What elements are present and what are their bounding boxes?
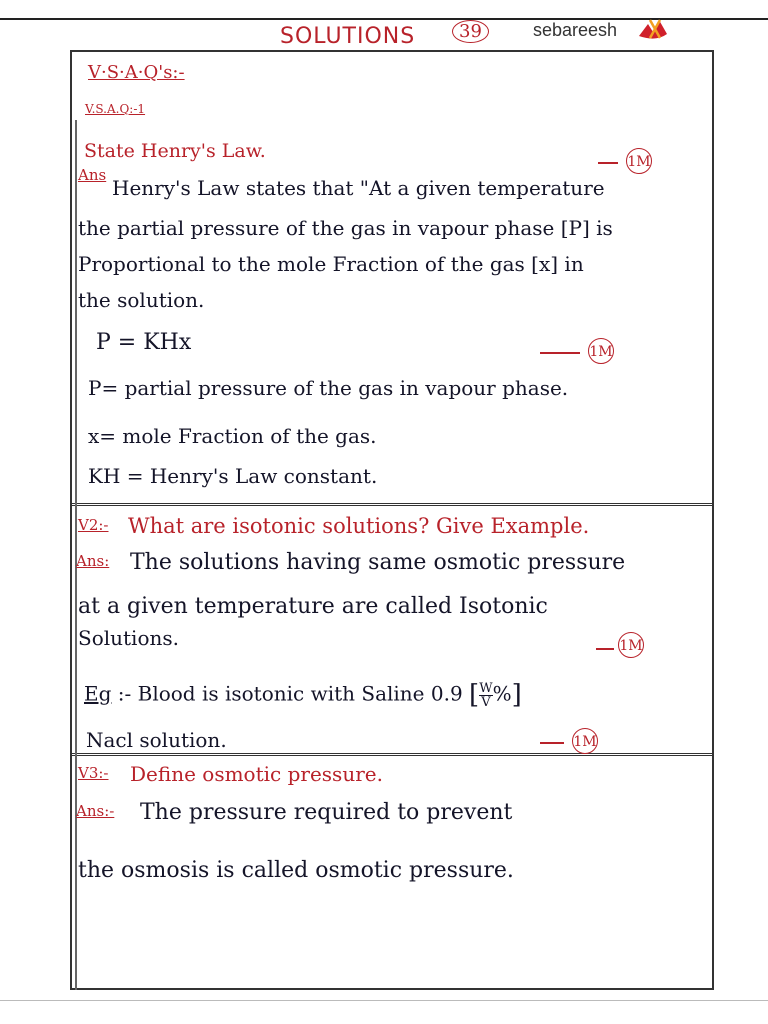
mark-badge: 1M (588, 338, 614, 364)
answer-label: Ans: (76, 552, 110, 570)
answer-line: The pressure required to prevent (140, 800, 513, 825)
answer-line: The solutions having same osmotic pressure (130, 550, 626, 575)
answer-line: at a given temperature are called Isotonic (78, 594, 548, 619)
fraction-numerator: W (479, 680, 493, 696)
example-text: :- Blood is isotonic with Saline 0.9 (117, 681, 463, 706)
section-divider (70, 753, 714, 756)
question-text: State Henry's Law. (84, 140, 266, 162)
answer-label: Ans (78, 166, 107, 184)
mark-dash (540, 352, 580, 354)
mark-dash (540, 742, 564, 744)
section-heading: V·S·A·Q's:- (88, 62, 185, 83)
definition-line: P= partial pressure of the gas in vapour phase. (88, 376, 569, 400)
answer-line: Solutions. (78, 626, 179, 650)
example-label: Eg (84, 681, 112, 706)
page-title: SOLUTIONS (280, 24, 416, 49)
definition-line: x= mole Fraction of the gas. (88, 424, 377, 448)
section-divider (70, 503, 714, 506)
mark-dash (598, 162, 618, 164)
question-label: V.S.A.Q:-1 (85, 102, 146, 116)
answer-label: Ans:- (76, 802, 115, 820)
fraction (479, 682, 492, 709)
question-text: What are isotonic solutions? Give Example. (128, 514, 590, 538)
mark-badge: 1M (572, 728, 598, 754)
question-label: V2:- (78, 516, 109, 534)
formula: P = KHx (96, 330, 192, 355)
answer-line: Henry's Law states that "At a given temperature (112, 176, 605, 200)
example-line: Nacl solution. (86, 728, 227, 752)
answer-line: the osmosis is called osmotic pressure. (78, 858, 514, 883)
definition-line: KH = Henry's Law constant. (88, 464, 378, 488)
right-bracket: ] (511, 680, 522, 710)
mark-dash (596, 648, 614, 650)
author-logo-icon (636, 16, 670, 44)
question-label: V3:- (78, 764, 109, 782)
author-name: sebareesh (533, 20, 618, 40)
mark-badge: 1M (618, 632, 644, 658)
left-bracket: [ (469, 680, 480, 710)
page-number: 39 (452, 20, 489, 43)
bottom-rule (0, 1000, 768, 1001)
answer-line: the solution. (78, 288, 205, 312)
question-text: Define osmotic pressure. (130, 762, 383, 786)
answer-line: Proportional to the mole Fraction of the gas [x] in (78, 252, 584, 276)
percent-sign: % (492, 681, 512, 706)
answer-line: the partial pressure of the gas in vapour phase [P] is (78, 216, 613, 240)
fraction-denominator: V (481, 694, 491, 710)
example-line (84, 680, 522, 710)
mark-badge: 1M (626, 148, 652, 174)
